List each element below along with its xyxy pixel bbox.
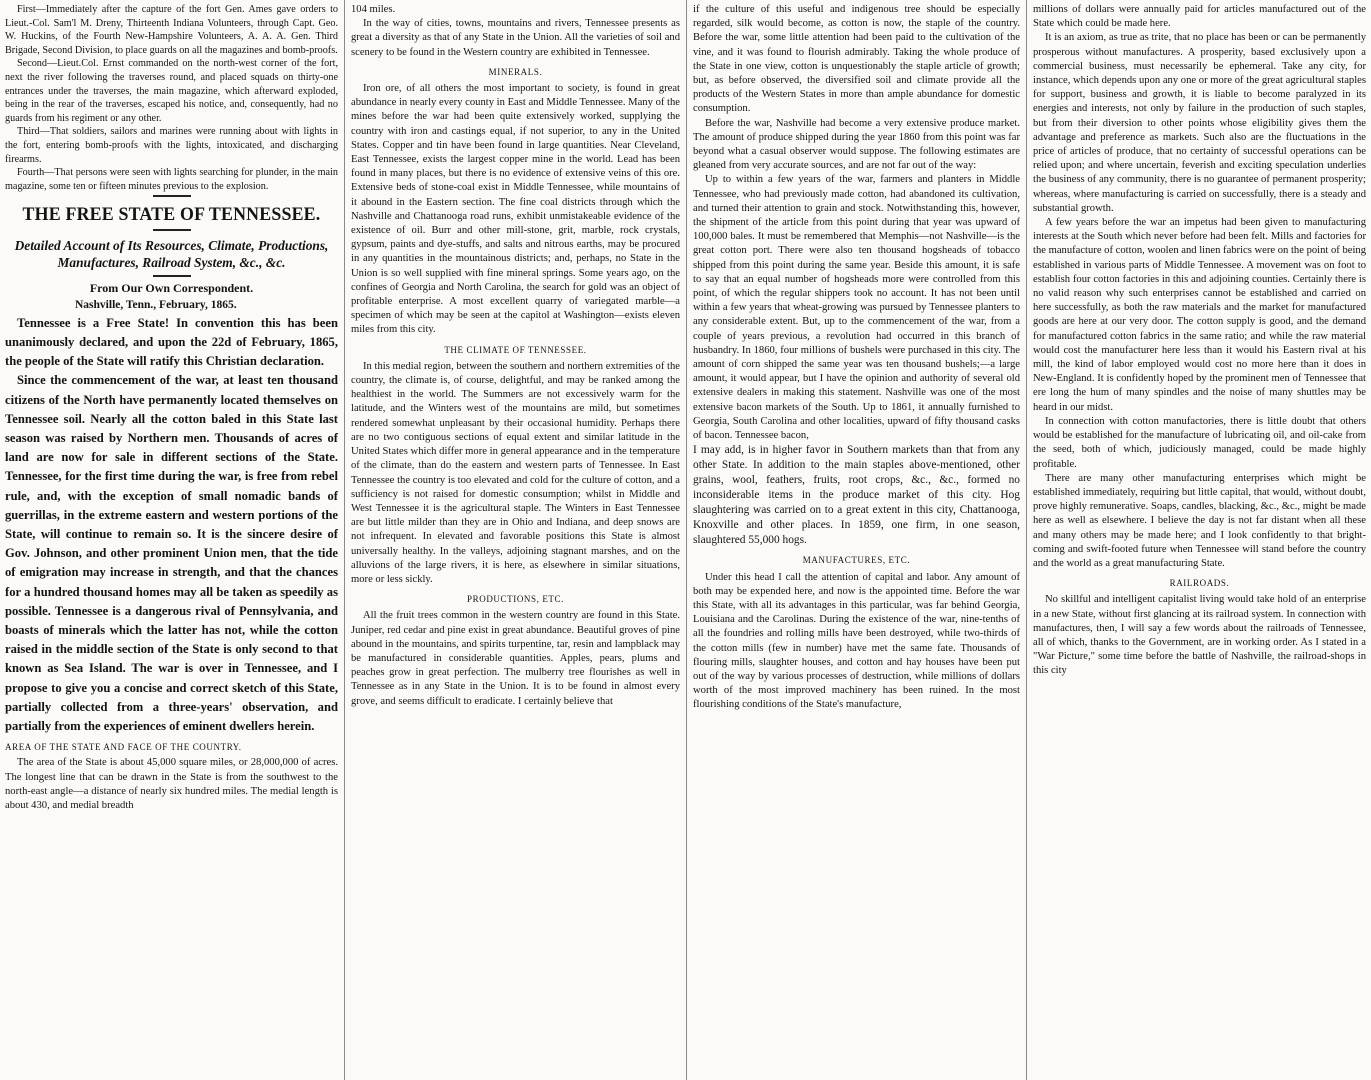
order-second: Second—Lieut.Col. Ernst commanded on the north-west corner of the fort, next the river following the traverses round, and placed squads on thirty-one entrances under the traverses, the main magazine, which afterward exploded, being in the rear of the traverses, escaped his notice, and, consequently, had no guards from his regiment or any other. bbox=[5, 58, 338, 124]
continuation-text: millions of dollars were annually paid for articles manufactured out of the State which could be made here. bbox=[1033, 4, 1366, 30]
bacon-paragraph: I may add, is in higher favor in Southern markets than that from any other State. In addition to the main staples above-mentioned, other grains, wool, feathers, fruits, root crops, &c., &c., formed no inconsiderable items in the produce market of this city. Hog slaughtering was carried on to a great extent in this city, Chattanooga, Knoxville and other places. In 1859, one firm, in one season, slaughtered 55,000 hogs. bbox=[693, 444, 1020, 547]
continuation-text: 104 miles. bbox=[351, 4, 396, 15]
section-heading-minerals: MINERALS. bbox=[488, 66, 543, 77]
column-3 bbox=[688, 3, 1025, 1080]
minerals-paragraph: Iron ore, of all others the most important to society, is found in great abundance in nearly every county in East and Middle Tennessee. Many of the mines before the war had been quite extensively worked, supplying the country with iron and castings equal, if not superior, to any in the United States. Copper and tin have been found in large quantities. Near Cleveland, East Tennessee, exists the largest copper mine in the world. Lead has been found in many places, but there is no evidence of extensive veins of this ore. Extensive beds of stone-coal exist in Middle Tennessee, while mountains of it abound in the Eastern section. The fine coal districts through which the Nashville and Chattanooga road runs, exhibit unmistakeable evidence of the existence of oil. Burr and other mill-stone, grit, marble, rock crystals, gypsum, paints and dye-stuffs, and salts and nitrous earths, may be procured in any quantities in the mountainous districts; and, perhaps, no State in the Union is so well supplied with fine mineral springs. Some years ago, on the confines of Georgia and North Carolina, the search for gold was an object of profitable enterprise. A most excellent quarry of variegated marble—a specimen of which may be seen at the capitol at Washington—exists eleven miles from this city. bbox=[351, 83, 680, 336]
order-third: Third—That soldiers, sailors and marines were running about with lights in the fort, entering bomb-proofs with the lights, intoxicated, and discharging firearms. bbox=[5, 126, 338, 165]
byline: From Our Own Correspondent. bbox=[89, 281, 254, 296]
intro-text bbox=[5, 314, 338, 736]
productions-paragraph: All the fruit trees common in the western country are found in this State. Juniper, red cedar and pine exist in great abundance. Beautiful groves of pine abound in the mountains, and spirits turpentine, tar, resin and lampblack may be manufactured in considerable quantities. Apples, pears, plums and peaches grow in great perfection. The mulberry tree flourishes as well in Tennessee as in any State in the Union. It is to be found in almost every grove, and seems difficult to eradicate. I certainly believe that bbox=[351, 610, 680, 707]
railroads-paragraph: No skillful and intelligent capitalist living would take hold of an enterprise in a new State, without first glancing at its railroad system. In connection with manufactures, then, I will say a few words about the railroads of Tennessee, all of which, thanks to the Government, are in working order. As I stated in a "War Picture," some time before the battle of Nashville, the railroad-shops in this city bbox=[1033, 594, 1366, 677]
separator-rule bbox=[153, 229, 191, 231]
column-2 bbox=[346, 3, 685, 1080]
intro-paragraph: Tennessee is a Free State! In convention this has been unanimously declared, and upon the 22d of February, 1865, the people of the State will ratify this Christian declaration. bbox=[5, 315, 338, 369]
separator-rule bbox=[153, 195, 191, 197]
silk-paragraph: if the culture of this useful and indigenous tree should be especially regarded, silk would become, as cotton is now, the staple of the country. Before the war, some little attention had been paid to the cultivation of the vine, and it was found to flourish admirably. Taking the whole produce of the State in one view, cotton is unquestionably the staple article of growth; but, as before observed, the diversified soil and climate provide all the products of the Western States in more than ample abundance for domestic consumption. bbox=[693, 4, 1020, 115]
impetus-paragraph: A few years before the war an impetus had been given to manufacturing interests at the South which never before had been felt. Mills and factories for the manufacture of cotton, woolen and linen fabrics were on the point of being established in various parts of Middle Tennessee. A movement was on foot to establish four cotton factories in this and adjoining counties. Certainly there is no valid reason why such enterprises cannot be established and carried on here successfully, as both the raw materials and the market for manufactured goods are here at our very door. The cotton supply is good, and the demand for manufactured cotton fabrics in the same ratio; and while the raw material would cost the manufacturer here less than it would his Eastern rival at his mill, the kind of labor employed would cost no more here than it does in New-England. It is confidently hoped by the prominent men of Tennessee that ere long the hum of many spindles and the noise of many shuttles may be heard in our midst. bbox=[1033, 217, 1367, 413]
order-first: First—Immediately after the capture of the fort Gen. Ames gave orders to Lieut.-Col. Sam'l M. Dreny, Thirteenth Indiana Volunteers, through Capt. Geo. W. Huckins, of the Fourth New-Hampshire Volunteers, A. A. A. Gen. Third Brigade, Second Division, to place guards on all the magazines and bomb-proofs. bbox=[5, 4, 338, 56]
section-heading-manufactures: MANUFACTURES, ETC. bbox=[802, 555, 911, 566]
climate-paragraph: In this medial region, between the southern and northern extremities of the country, the climate is, of course, delightful, and may be ranked among the healthiest in the world. The Summers are not excessively warm for the latitude, and the Winters west of the mountains are mild, but sometimes rendered somewhat unpleasant by their occasional humidity. Perhaps there are no two contiguous sections of equal extent and similar latitude in the United States which differ more in general appearance and in the temperature of the climate, than do the eastern and western parts of Tennessee. In East Tennessee the country is too elevated and cold for the culture of cotton, and a sufficiency is not raised for domestic consumption; whilst in Middle and West Tennessee it is the agricultural staple. The Winters in East Tennessee are but little milder than they are in Ohio and Indiana, and deep snows are not infrequent. In elevated and favorable positions this State is almost universally healthy. In the valleys, adjoining stagnant marshes, and on the alluvions of the large rivers, it is here, as elsewhere in similar situations, more or less sickly. bbox=[351, 360, 680, 585]
column-1 bbox=[0, 3, 343, 1080]
oil-paragraph: In connection with cotton manufactories, there is little doubt that others would be established for the manufacture of lubricating oil, and oil-cake from the seed, both of which, judiciously managed, could be made highly profitable. bbox=[1033, 415, 1366, 470]
column-4 bbox=[1028, 3, 1371, 1080]
column-rule bbox=[1026, 0, 1027, 1080]
fort-report-orders bbox=[5, 3, 338, 193]
section-heading-climate: THE CLIMATE OF TENNESSEE. bbox=[444, 344, 587, 355]
dateline: Nashville, Tenn., February, 1865. bbox=[75, 298, 237, 311]
section-heading-railroads: RAILROADS. bbox=[1169, 578, 1230, 589]
manufactures-paragraph: Under this head I call the attention of capital and labor. Any amount of both may be expended here, and now is the appointed time. Before the war this State, with all its advantages in this particular, was far behind Georgia, Louisiana and the Carolinas. During the existence of the war, nine-tenths of all the foundries and rolling mills have been destroyed, while two-thirds of the cotton mills (few in number) have met the same fate. Thousands of flouring mills, slaughter houses, and cotton and hay houses have been put out of the way by various processes of destruction, while millions of dollars worth of the most improved machinery has been ruined. In the most flourishing conditions of the State's manufacture, bbox=[693, 571, 1020, 711]
produce-market-paragraph: Before the war, Nashville had become a very extensive produce market. The amount of produce shipped during the year 1860 from this point was far beyond what a casual observer would suppose. The following estimates are gleaned from very accurate sources, and are not far out of the way: bbox=[693, 117, 1020, 172]
separator-rule bbox=[153, 275, 191, 277]
section-heading-productions: PRODUCTIONS, ETC. bbox=[467, 594, 564, 605]
enterprises-paragraph: There are many other manufacturing enterprises which might be established immediately, requiring but little capital, that would, without doubt, prove highly remunerative. Soaps, candles, blacking, &c., &c., might be made here as well as elsewhere. I believe the day is not far distant when all these and many others may be made here; and I look confidently to that bright-coming and swift-footed future when Tennessee will stand before the country and the world as a great manufacturing State. bbox=[1033, 472, 1366, 569]
article-headline: THE FREE STATE OF TENNESSEE. bbox=[22, 204, 321, 226]
face-of-country-paragraph: In the way of cities, towns, mountains and rivers, Tennessee presents as great a diversity as that of any State in the Union. All the varieties of soil and scenery to be found in the Western country are exhibited in Tennessee. bbox=[351, 18, 680, 58]
intro-paragraph: Since the commencement of the war, at least ten thousand citizens of the North have permanently located themselves on Tennessee soil. Nearly all the cotton baled in this State last season was raised by Northern men. Thousands of acres of land are now for sale in different sections of the State. Tennessee, for the first time during the war, is free from rebel rule, and, with the exception of small nomadic bands of guerrillas, in the extreme eastern and western portions of the State, will continue to remain so. It is the sincere desire of Gov. Johnson, and other prominent Union men, that the tide of emigration may increase in strength, and that the chances for a hundred thousand homes may all be taken as speedily as possible. Tennessee is a dangerous rival of Pennsylvania, and boasts of minerals which the latter has not, while the cotton raised in the middle section of the State is only second to that known as Sea Island. The war is over in Tennessee, and I propose to give you a concise and correct sketch of this State, partially collected from a three-years' observation, and partially from the experiences of eminent dwellers herein. bbox=[5, 373, 338, 733]
cotton-paragraph: Up to within a few years of the war, farmers and planters in Middle Tennessee, who had previously made cotton, had abandoned its cultivation, and turned their attention to grain and stock. Notwithstanding this, however, the shipment of the article from this point during that year was upward of 100,000 bales. It must be remembered that Memphis—not Nashville—is the great cotton port. There were also ten thousand hogsheads of tobacco shipped from this point during the same year. Beside this amount, it is safe to say that an equal number of hogsheads more were controlled from this point, of which the regular shippers took no account. It has not been until within a few years that wheat-growing was pursued by Tennessee planters to any considerable extent. But, up to the commencement of the war, from a couple of years previous, a revolution had occurred in this branch of husbandry. In 1860, four millions of bushels were purchased in this city. The amount of corn shipped the same year was ten thousand bushels;—a large amount, it would appear, but I have the opinion and authority of several old extensive dealers in making this statement. Nashville was one of the most extensive bacon markets of the South. Up to 1861, it annually furnished to Georgia, South Carolina and other localities, upward of fifty thousand casks of bacon. Tennessee bacon, bbox=[693, 174, 1020, 442]
axiom-paragraph: It is an axiom, as true as trite, that no place has been or can be permanently prosperous without manufactures. A prosperity, based exclusively upon a commercial business, must necessarily be ephemeral. Take any city, for instance, which depends upon any one or more of the great agricultural staples for support, business and growth, it is liable to become paralyzed in its energies and interests, not only by failure in the production of such staples, but from their diversion to other points whose eligibility gives them the advantage and preference as markets. Such also are the fluctuations in the price of articles of produce, that no certainty of successful operations can be relied upon; and where uncertain, feverish and exciting speculation underlies the business of any community, there is no guarantee of permanent prosperity; whereas, where manufacturing is carried on successfully, there is a steady and substantial growth. bbox=[1033, 32, 1366, 214]
section-heading-area: AREA OF THE STATE AND FACE OF THE COUNTRY. bbox=[5, 742, 242, 753]
column-rule bbox=[344, 0, 345, 1080]
area-paragraph: The area of the State is about 45,000 square miles, or 28,000,000 of acres. The longest line that can be drawn in the State is from the southwest to the north-east angle—a distance of nearly six hundred miles. The medial length is about 430, and medial breadth bbox=[5, 757, 338, 811]
order-fourth: Fourth—That persons were seen with lights searching for plunder, in the main magazine, some ten or fifteen minutes previous to the explosion. bbox=[5, 167, 338, 192]
column-rule bbox=[686, 0, 687, 1080]
article-deck: Detailed Account of Its Resources, Climate, Productions, Manufactures, Railroad System, &c., &c. bbox=[14, 238, 329, 271]
